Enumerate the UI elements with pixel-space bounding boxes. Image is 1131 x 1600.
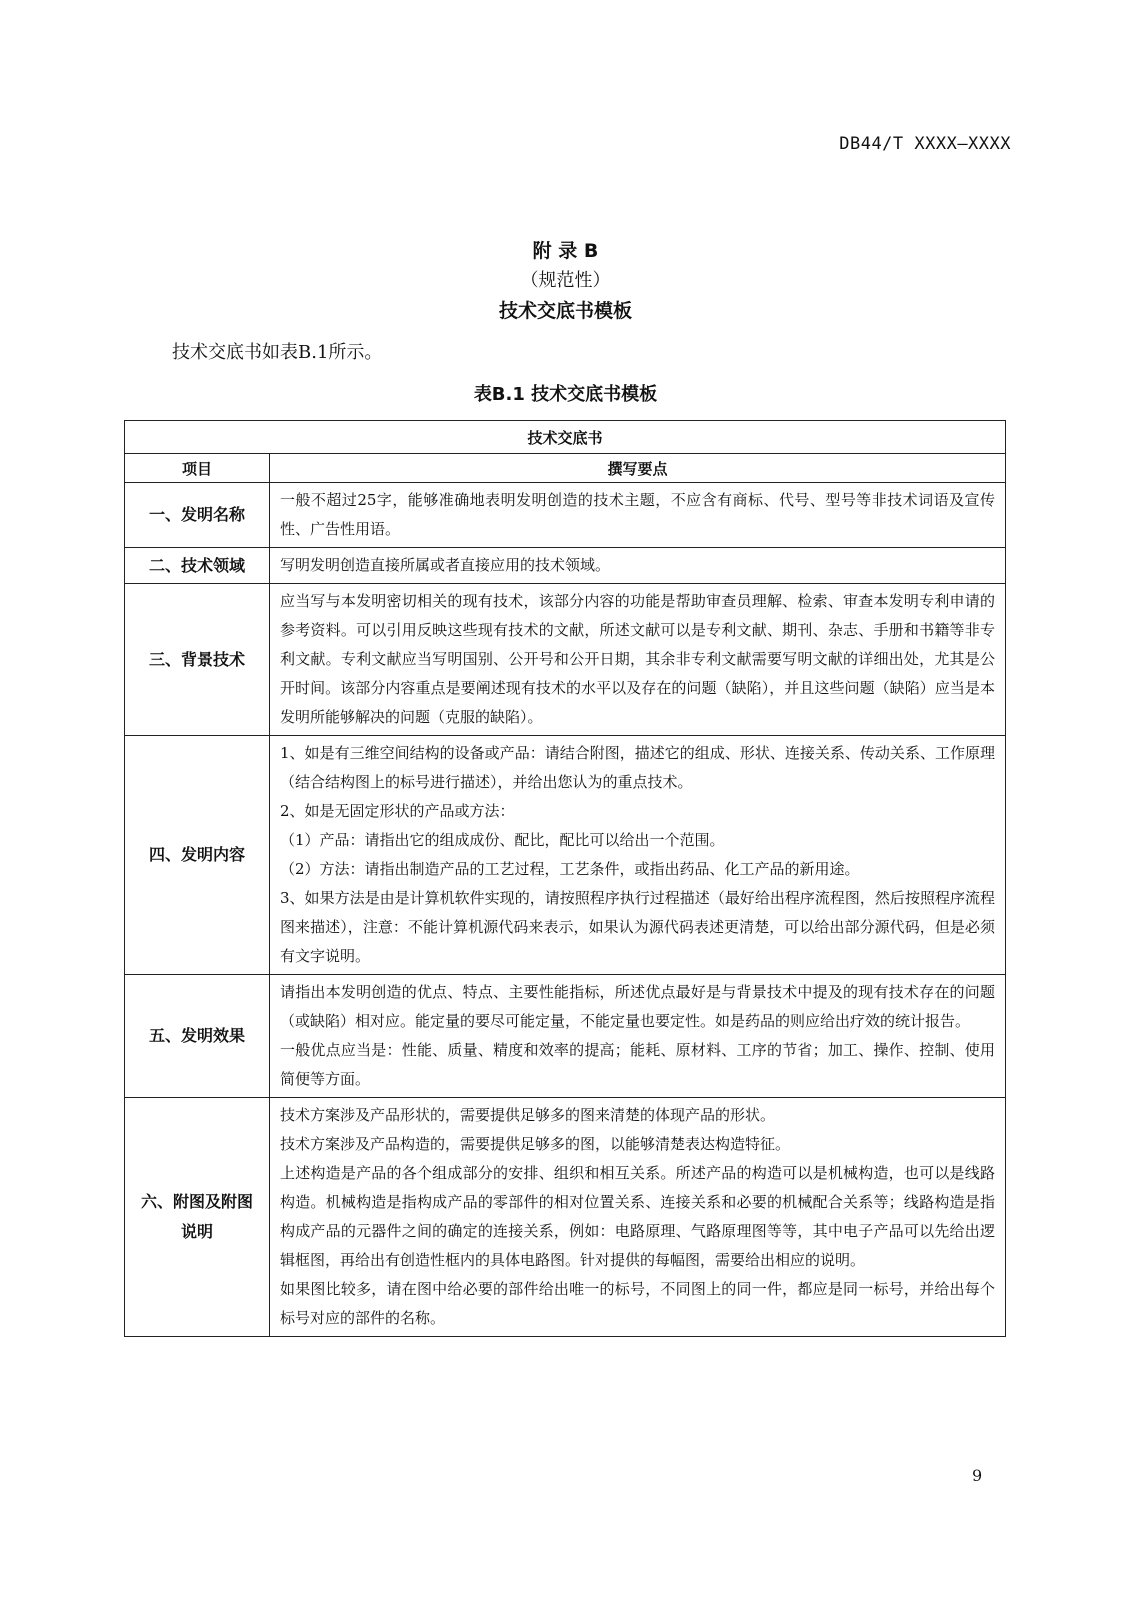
document-code: DB44/T XXXX—XXXX [839, 134, 1011, 154]
description-line: 一般不超过25字，能够准确地表明发明创造的技术主题，不应含有商标、代号、型号等非技术词语及宣传性、广告性用语。 [280, 491, 995, 538]
table-row [125, 736, 1006, 975]
appendix-title: 附 录 B [532, 240, 599, 262]
description-line: 上述构造是产品的各个组成部分的安排、组织和相互关系。所述产品的构造可以是机械构造，也可以是线路构造。机械构造是指构成产品的零部件的相对位置关系、连接关系和必要的机械配合关系等；线路构造是指构成产品的元器件之间的确定的连接关系，例如：电路原理、气路原理图等等，其中电子产品可以先给出逻辑框图，再给出有创造性框内的具体电路图。针对提供的每幅图，需要给出相应的说明。 [280, 1164, 995, 1269]
row-item-line: 六、附图及附图 [140, 1192, 253, 1211]
description-line: 一般优点应当是：性能、质量、精度和效率的提高；能耗、原材料、工序的节省；加工、操作、控制、使用简便等方面。 [280, 1041, 995, 1088]
table-row [125, 975, 1006, 1098]
row-item: 四、发明内容 [125, 736, 270, 975]
description-line: （2）方法：请指出制造产品的工艺过程，工艺条件，或指出药品、化工产品的新用途。 [280, 860, 860, 878]
table-title-row [125, 421, 1006, 454]
column-header-row [125, 454, 1006, 483]
description-line: 写明发明创造直接所属或者直接应用的技术领域。 [280, 556, 611, 574]
table-header: 技术交底书 [125, 421, 1006, 454]
appendix-name: 技术交底书模板 [498, 300, 632, 322]
description-line: 技术方案涉及产品构造的，需要提供足够多的图，以能够清楚表达构造特征。 [280, 1135, 791, 1153]
page-number: 9 [972, 1466, 983, 1485]
description-line: 2、如是无固定形状的产品或方法： [280, 802, 515, 820]
row-description [270, 584, 1006, 736]
row-item: 一、发明名称 [125, 483, 270, 548]
table-caption: 表B.1 技术交底书模板 [473, 384, 658, 405]
template-table [124, 420, 1006, 1337]
description-line: 3、如果方法是由是计算机软件实现的，请按照程序执行过程描述（最好给出程序流程图，然后按照程序流程图来描述），注意：不能计算机源代码来表示，如果认为源代码表述更清楚，可以给出部分源代码，但是必须有文字说明。 [280, 889, 995, 965]
description-line: 1、如是有三维空间结构的设备或产品：请结合附图，描述它的组成、形状、连接关系、传动关系、工作原理（结合结构图上的标号进行描述），并给出您认为的重点技术。 [280, 744, 995, 791]
description-line: 应当写与本发明密切相关的现有技术，该部分内容的功能是帮助审查员理解、检索、审查本发明专利申请的参考资料。可以引用反映这些现有技术的文献，所述文献可以是专利文献、期刊、杂志、手册和书籍等非专利文献。专利文献应当写明国别、公开号和公开日期，其余非专利文献需要写明文献的详细出处，尤其是公开时间。该部分内容重点是要阐述现有技术的水平以及存在的问题（缺陷），并且这些问题（缺陷）应当是本发明所能够解决的问题（克服的缺陷）。 [280, 592, 995, 726]
row-item: 二、技术领域 [125, 548, 270, 584]
intro-paragraph: 技术交底书如表B.1所示。 [172, 342, 383, 363]
description-line: 如果图比较多，请在图中给必要的部件给出唯一的标号，不同图上的同一件，都应是同一标号，并给出每个标号对应的部件的名称。 [280, 1280, 995, 1327]
row-item [125, 1098, 270, 1337]
row-item: 三、背景技术 [125, 584, 270, 736]
table-row [125, 584, 1006, 736]
row-description [270, 736, 1006, 975]
row-description [270, 483, 1006, 548]
table-row [125, 1098, 1006, 1337]
column-header-item: 项目 [125, 454, 270, 483]
row-description [270, 1098, 1006, 1337]
row-item-line: 说明 [180, 1222, 213, 1241]
description-line: 技术方案涉及产品形状的，需要提供足够多的图来清楚的体现产品的形状。 [280, 1106, 776, 1124]
appendix-nature: （规范性） [520, 270, 611, 291]
row-item: 五、发明效果 [125, 975, 270, 1098]
column-header-points: 撰写要点 [270, 454, 1006, 483]
row-description [270, 975, 1006, 1098]
description-line: 请指出本发明创造的优点、特点、主要性能指标，所述优点最好是与背景技术中提及的现有技术存在的问题（或缺陷）相对应。能定量的要尽可能定量，不能定量也要定性。如是药品的则应给出疗效的统计报告。 [280, 983, 995, 1030]
description-line: （1）产品：请指出它的组成成份、配比，配比可以给出一个范围。 [280, 831, 725, 849]
row-description [270, 548, 1006, 584]
table-row [125, 548, 1006, 584]
table-row [125, 483, 1006, 548]
